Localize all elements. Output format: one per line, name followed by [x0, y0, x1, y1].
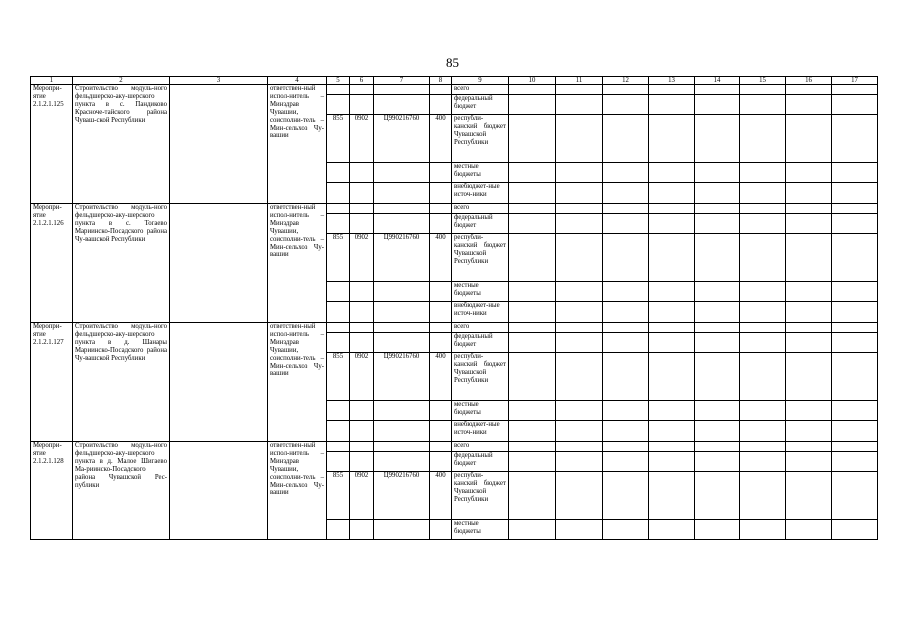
value-cell: [603, 323, 649, 333]
measure-name: Строительство модуль-ного фельдшерско-аку-шерского пункта в с. Пандиково Красноче-тайского района Чуваш-ской Республики: [73, 85, 170, 204]
value-cell: [695, 234, 740, 282]
code-target: [374, 323, 430, 333]
value-cell: [556, 95, 603, 115]
value-cell: [695, 520, 740, 540]
value-cell: [603, 115, 649, 163]
value-cell: [695, 183, 740, 204]
code-target: Ц990216760: [374, 353, 430, 401]
code-target: [374, 282, 430, 302]
executor: ответствен-ный испол-нитель – Минздрав Чувашии, соисполни-тель – Мин-сельхоз Чу-вашии: [268, 442, 327, 540]
value-cell: [649, 115, 695, 163]
value-cell: [786, 323, 832, 333]
value-cell: [786, 442, 832, 452]
code-expense: [430, 421, 452, 442]
value-cell: [786, 333, 832, 353]
value-cell: [786, 214, 832, 234]
value-cell: [832, 302, 878, 323]
code-target: [374, 421, 430, 442]
column-header: 5: [327, 77, 350, 85]
table-row: [31, 323, 878, 333]
value-cell: [832, 452, 878, 472]
code-grbs: [327, 442, 350, 452]
code-section: [350, 214, 374, 234]
col3-cell: [170, 442, 268, 540]
value-cell: [556, 115, 603, 163]
value-cell: [556, 234, 603, 282]
code-section: [350, 452, 374, 472]
value-cell: [649, 452, 695, 472]
value-cell: [786, 353, 832, 401]
code-section: [350, 333, 374, 353]
code-section: [350, 401, 374, 421]
value-cell: [832, 333, 878, 353]
value-cell: [786, 302, 832, 323]
code-section: 0902: [350, 234, 374, 282]
value-cell: [556, 163, 603, 183]
value-cell: [556, 214, 603, 234]
column-header: 15: [740, 77, 786, 85]
column-header: 11: [556, 77, 603, 85]
value-cell: [695, 401, 740, 421]
column-header: 1: [31, 77, 73, 85]
code-section: 0902: [350, 115, 374, 163]
funding-source: федеральный бюджет: [452, 333, 509, 353]
value-cell: [740, 333, 786, 353]
value-cell: [649, 183, 695, 204]
value-cell: [649, 323, 695, 333]
value-cell: [603, 353, 649, 401]
value-cell: [556, 333, 603, 353]
value-cell: [556, 421, 603, 442]
value-cell: [695, 323, 740, 333]
value-cell: [695, 163, 740, 183]
value-cell: [695, 442, 740, 452]
funding-source: внебюджет-ные источ-ники: [452, 183, 509, 204]
value-cell: [786, 401, 832, 421]
code-section: [350, 85, 374, 95]
code-target: [374, 85, 430, 95]
value-cell: [740, 452, 786, 472]
value-cell: [740, 163, 786, 183]
column-header: 4: [268, 77, 327, 85]
code-target: [374, 302, 430, 323]
value-cell: [832, 323, 878, 333]
value-cell: [556, 183, 603, 204]
value-cell: [786, 115, 832, 163]
page-number: 85: [446, 55, 459, 70]
value-cell: [509, 353, 556, 401]
value-cell: [649, 472, 695, 520]
value-cell: [603, 85, 649, 95]
code-section: [350, 282, 374, 302]
code-section: [350, 183, 374, 204]
value-cell: [556, 353, 603, 401]
value-cell: [786, 163, 832, 183]
column-header: 13: [649, 77, 695, 85]
funding-source: республи-канский бюджет Чувашской Республики: [452, 115, 509, 163]
value-cell: [556, 520, 603, 540]
value-cell: [740, 323, 786, 333]
executor: ответствен-ный испол-нитель – Минздрав Чувашии, соисполни-тель – Мин-сельхоз Чу-вашии: [268, 323, 327, 442]
value-cell: [649, 95, 695, 115]
value-cell: [509, 183, 556, 204]
column-header: 8: [430, 77, 452, 85]
value-cell: [649, 421, 695, 442]
column-header: 7: [374, 77, 430, 85]
value-cell: [509, 234, 556, 282]
code-grbs: [327, 401, 350, 421]
code-expense: 400: [430, 234, 452, 282]
column-header: 3: [170, 77, 268, 85]
value-cell: [603, 421, 649, 442]
code-grbs: 855: [327, 353, 350, 401]
value-cell: [786, 520, 832, 540]
value-cell: [832, 234, 878, 282]
value-cell: [832, 183, 878, 204]
code-expense: 400: [430, 472, 452, 520]
code-expense: 400: [430, 353, 452, 401]
value-cell: [832, 401, 878, 421]
code-expense: [430, 520, 452, 540]
code-target: [374, 452, 430, 472]
value-cell: [695, 333, 740, 353]
code-target: [374, 214, 430, 234]
code-target: [374, 204, 430, 214]
table-row: [31, 85, 878, 95]
funding-source: всего: [452, 323, 509, 333]
column-header: 12: [603, 77, 649, 85]
code-grbs: [327, 323, 350, 333]
value-cell: [649, 442, 695, 452]
measure-id: Меропри-ятие 2.1.2.1.127: [31, 323, 73, 442]
value-cell: [509, 163, 556, 183]
value-cell: [832, 115, 878, 163]
funding-source: федеральный бюджет: [452, 452, 509, 472]
value-cell: [603, 333, 649, 353]
value-cell: [509, 452, 556, 472]
code-section: [350, 421, 374, 442]
value-cell: [740, 234, 786, 282]
table-row: [31, 442, 878, 452]
code-grbs: [327, 302, 350, 323]
funding-source: республи-канский бюджет Чувашской Республики: [452, 472, 509, 520]
code-grbs: [327, 520, 350, 540]
value-cell: [649, 282, 695, 302]
value-cell: [695, 472, 740, 520]
funding-source: республи-канский бюджет Чувашской Республики: [452, 353, 509, 401]
code-target: [374, 163, 430, 183]
value-cell: [603, 452, 649, 472]
value-cell: [740, 214, 786, 234]
value-cell: [509, 520, 556, 540]
code-expense: [430, 95, 452, 115]
funding-source: внебюджет-ные источ-ники: [452, 421, 509, 442]
value-cell: [556, 323, 603, 333]
value-cell: [695, 204, 740, 214]
value-cell: [649, 214, 695, 234]
code-expense: [430, 85, 452, 95]
code-expense: [430, 282, 452, 302]
value-cell: [786, 183, 832, 204]
column-header: 2: [73, 77, 170, 85]
value-cell: [649, 234, 695, 282]
code-grbs: [327, 282, 350, 302]
header-row: [31, 77, 878, 85]
value-cell: [603, 302, 649, 323]
code-target: [374, 520, 430, 540]
value-cell: [603, 234, 649, 282]
funding-source: местные бюджеты: [452, 282, 509, 302]
code-target: [374, 95, 430, 115]
code-grbs: [327, 421, 350, 442]
value-cell: [786, 421, 832, 442]
value-cell: [832, 421, 878, 442]
column-header: 10: [509, 77, 556, 85]
value-cell: [740, 442, 786, 452]
value-cell: [695, 282, 740, 302]
value-cell: [695, 85, 740, 95]
value-cell: [556, 204, 603, 214]
code-grbs: [327, 183, 350, 204]
value-cell: [740, 520, 786, 540]
code-section: [350, 204, 374, 214]
code-section: [350, 442, 374, 452]
value-cell: [556, 302, 603, 323]
funding-source: местные бюджеты: [452, 401, 509, 421]
value-cell: [832, 353, 878, 401]
code-expense: [430, 183, 452, 204]
funding-source: всего: [452, 85, 509, 95]
value-cell: [740, 401, 786, 421]
value-cell: [786, 95, 832, 115]
value-cell: [832, 442, 878, 452]
funding-source: республи-канский бюджет Чувашской Республики: [452, 234, 509, 282]
code-grbs: 855: [327, 472, 350, 520]
value-cell: [556, 282, 603, 302]
value-cell: [603, 401, 649, 421]
executor: ответствен-ный испол-нитель – Минздрав Чувашии, соисполни-тель – Мин-сельхоз Чу-вашии: [268, 204, 327, 323]
value-cell: [786, 234, 832, 282]
value-cell: [786, 204, 832, 214]
col3-cell: [170, 85, 268, 204]
code-target: [374, 442, 430, 452]
col3-cell: [170, 323, 268, 442]
value-cell: [649, 401, 695, 421]
code-expense: 400: [430, 115, 452, 163]
value-cell: [603, 520, 649, 540]
code-target: [374, 401, 430, 421]
code-expense: [430, 333, 452, 353]
column-header: 14: [695, 77, 740, 85]
value-cell: [509, 442, 556, 452]
value-cell: [832, 204, 878, 214]
code-target: Ц990216760: [374, 115, 430, 163]
value-cell: [509, 421, 556, 442]
value-cell: [509, 472, 556, 520]
value-cell: [603, 183, 649, 204]
code-expense: [430, 214, 452, 234]
value-cell: [649, 353, 695, 401]
value-cell: [740, 282, 786, 302]
value-cell: [695, 421, 740, 442]
code-section: [350, 520, 374, 540]
value-cell: [556, 472, 603, 520]
value-cell: [509, 282, 556, 302]
value-cell: [603, 95, 649, 115]
value-cell: [740, 302, 786, 323]
value-cell: [695, 95, 740, 115]
funding-source: всего: [452, 204, 509, 214]
code-grbs: 855: [327, 234, 350, 282]
code-section: [350, 302, 374, 323]
value-cell: [786, 452, 832, 472]
measure-id: Меропри-ятие 2.1.2.1.128: [31, 442, 73, 540]
value-cell: [832, 95, 878, 115]
value-cell: [832, 472, 878, 520]
value-cell: [740, 353, 786, 401]
value-cell: [509, 85, 556, 95]
value-cell: [649, 333, 695, 353]
value-cell: [695, 214, 740, 234]
code-expense: [430, 204, 452, 214]
funding-source: федеральный бюджет: [452, 95, 509, 115]
code-section: [350, 323, 374, 333]
value-cell: [832, 282, 878, 302]
code-section: 0902: [350, 472, 374, 520]
measure-name: Строительство модуль-ного фельдшерско-аку-шерского пункта в с. Тогаево Мариинско-Посадского района Чу-вашской Республики: [73, 204, 170, 323]
value-cell: [509, 302, 556, 323]
value-cell: [603, 282, 649, 302]
code-grbs: [327, 452, 350, 472]
value-cell: [649, 520, 695, 540]
code-target: [374, 333, 430, 353]
value-cell: [832, 214, 878, 234]
code-expense: [430, 442, 452, 452]
code-target: Ц990216760: [374, 472, 430, 520]
program-table: [30, 76, 878, 540]
value-cell: [603, 214, 649, 234]
executor: ответствен-ный испол-нитель – Минздрав Чувашии, соисполни-тель – Мин-сельхоз Чу-вашии: [268, 85, 327, 204]
funding-source: внебюджет-ные источ-ники: [452, 302, 509, 323]
value-cell: [556, 442, 603, 452]
funding-source: местные бюджеты: [452, 520, 509, 540]
code-grbs: [327, 333, 350, 353]
value-cell: [695, 353, 740, 401]
column-header: 6: [350, 77, 374, 85]
column-header: 9: [452, 77, 509, 85]
value-cell: [740, 472, 786, 520]
value-cell: [509, 115, 556, 163]
value-cell: [786, 472, 832, 520]
code-expense: [430, 302, 452, 323]
value-cell: [509, 95, 556, 115]
code-expense: [430, 401, 452, 421]
code-target: Ц990216760: [374, 234, 430, 282]
value-cell: [509, 214, 556, 234]
value-cell: [832, 85, 878, 95]
value-cell: [786, 85, 832, 95]
code-expense: [430, 163, 452, 183]
code-grbs: [327, 95, 350, 115]
value-cell: [740, 85, 786, 95]
value-cell: [509, 204, 556, 214]
code-expense: [430, 452, 452, 472]
value-cell: [649, 85, 695, 95]
code-grbs: [327, 214, 350, 234]
code-grbs: [327, 204, 350, 214]
value-cell: [556, 85, 603, 95]
code-expense: [430, 323, 452, 333]
value-cell: [509, 333, 556, 353]
measure-id: Меропри-ятие 2.1.2.1.125: [31, 85, 73, 204]
value-cell: [649, 302, 695, 323]
code-section: 0902: [350, 353, 374, 401]
funding-source: федеральный бюджет: [452, 214, 509, 234]
value-cell: [740, 421, 786, 442]
value-cell: [649, 204, 695, 214]
funding-source: местные бюджеты: [452, 163, 509, 183]
code-target: [374, 183, 430, 204]
value-cell: [695, 302, 740, 323]
value-cell: [509, 401, 556, 421]
value-cell: [740, 115, 786, 163]
value-cell: [649, 163, 695, 183]
value-cell: [509, 323, 556, 333]
value-cell: [832, 520, 878, 540]
col3-cell: [170, 204, 268, 323]
funding-source: всего: [452, 442, 509, 452]
value-cell: [740, 95, 786, 115]
measure-id: Меропри-ятие 2.1.2.1.126: [31, 204, 73, 323]
measure-name: Строительство модуль-ного фельдшерско-аку-шерского пункта в д. Малое Шигаево Ма-риинско-Посадского района Чувашской Рес-публики: [73, 442, 170, 540]
code-grbs: [327, 163, 350, 183]
value-cell: [695, 115, 740, 163]
value-cell: [603, 472, 649, 520]
value-cell: [603, 163, 649, 183]
value-cell: [603, 204, 649, 214]
code-section: [350, 95, 374, 115]
column-header: 17: [832, 77, 878, 85]
code-section: [350, 163, 374, 183]
code-grbs: 855: [327, 115, 350, 163]
code-grbs: [327, 85, 350, 95]
column-header: 16: [786, 77, 832, 85]
value-cell: [786, 282, 832, 302]
value-cell: [740, 183, 786, 204]
table-row: [31, 204, 878, 214]
measure-name: Строительство модуль-ного фельдшерско-аку-шерского пункта в д. Шанары Мариинско-Посадского района Чу-вашской Республики: [73, 323, 170, 442]
value-cell: [556, 401, 603, 421]
value-cell: [832, 163, 878, 183]
value-cell: [556, 452, 603, 472]
value-cell: [695, 452, 740, 472]
value-cell: [740, 204, 786, 214]
value-cell: [603, 442, 649, 452]
